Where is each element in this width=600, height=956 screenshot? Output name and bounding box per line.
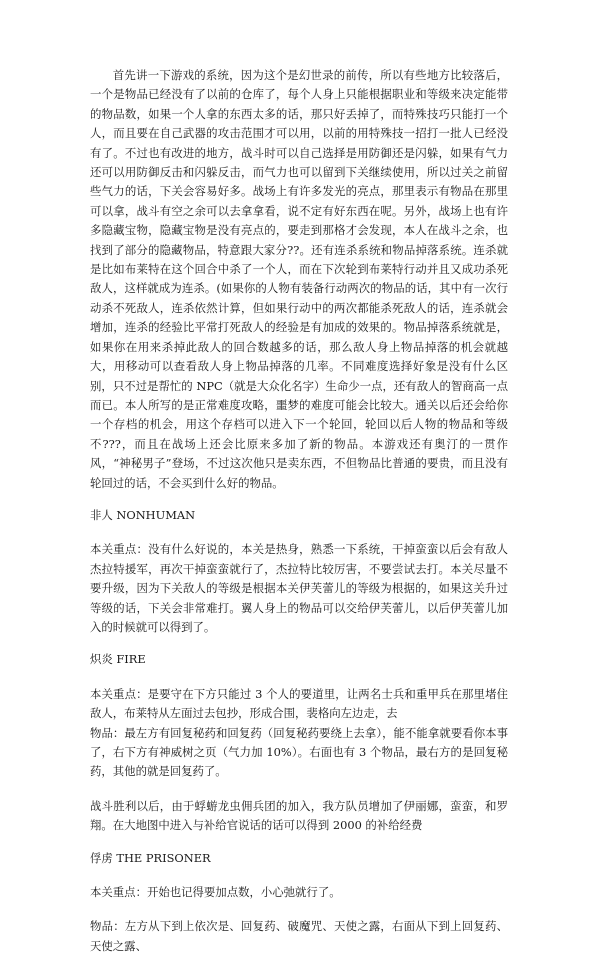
fire-after-battle-paragraph: 战斗胜利以后，由于蜉蝣龙虫佣兵团的加入，我方队员增加了伊丽娜，蛮蛮，和罗翔。在大地图中进入与补给官说话的话可以得到 2000 的补给经费 [90,798,508,833]
prisoner-key-points-paragraph: 本关重点：开始也记得要加点数，小心弛就行了。 [90,885,341,900]
document-page [90,66,508,956]
section-heading-fire: 炽炎 FIRE [90,652,146,667]
prisoner-items-paragraph: 物品：左方从下到上依次是、回复药、破魔咒、天使之露，右面从下到上回复药、天使之露、 [90,919,508,953]
intro-paragraph: 首先讲一下游戏的系统，因为这个是幻世录的前传，所以有些地方比较落后，一个是物品已经没有了以前的仓库了，每个人身上只能根据职业和等级来决定能带的物品数，如果一个人拿的东西太多的话，那只好丢掉了，而特殊技巧只能打一个人，而且要在自己武器的攻击范围才可以用，以前的用特殊技一招打一批人已经没有了。不过也有改进的地方，战斗时可以自己选择是用防御还是闪躲，如果有气力还可以用防御反击和闪躲反击，而气力也可以留到下关继续使用，所以过关之前留些气力的话，下关会容易好多。战场上有许多发光的亮点，那里表示有物品在那里可以拿，战斗有空之余可以去拿拿看，说不定有好东西在呢。另外，战场上也有许多隐藏宝物，隐藏宝物是没有亮点的，要走到那格才会发现，本人在战斗之余，也找到了部分的隐藏物品，特意跟大家分??。还有连杀系统和物品掉落系统。连杀就是比如布莱特在这个回合中杀了一个人，而在下次轮到布莱特行动并且又成功杀死敌人，这样就成为连杀。(如果你的人物有装备行动两次的物品的话，其中有一次行动杀不死敌人，连杀依然计算，但如果行动中的两次都能杀死敌人的话，连杀就会增加，连杀的经验比平常打死敌人的经验是有加成的效果的。物品掉落系统就是，如果你在用来杀掉此敌人的回合数越多的话，那么敌人身上物品掉落的机会就越大，用移动可以查看敌人身上物品掉落的几率。不同难度选择好象是没有什么区别，只不过是帮忙的 NPC（就是大众化名字）生命少一点，还有敌人的智商高一点而已。本人所写的是正常难度攻略，噩梦的难度可能会比较大。通关以后还会给你一个存档的机会，用这个存档可以进入下一个轮回，轮回以后人物的物品和等级不???，而且在战场上还会比原来多加了新的物品。本游戏还有奥汀的一贯作风，“神秘男子”登场，不过这次他只是卖东西，不但物品比普通的要贵，而且没有轮回过的话，不会买到什么好的物品。 [90,68,508,490]
section-heading-nonhuman: 非人 NONHUMAN [90,507,196,522]
nonhuman-key-points-paragraph: 本关重点：没有什么好说的，本关是热身，熟悉一下系统，干掉蛮蛮以后会有敌人杰拉特援军，再次干掉蛮蛮就行了，杰拉特比较厉害，不要尝试去打。本关尽量不要升级，因为下关敌人的等级是根据本关伊芙蕾儿的等级为根据的，如果这关升过等级的话，下关会非常难打。翼人身上的物品可以交给伊芙蕾儿，以后伊芙蕾儿加入的时候就可以得到了。 [90,542,508,634]
section-heading-prisoner: 俘虏 THE PRISONER [90,850,211,865]
fire-key-points-paragraph: 本关重点：是要守在下方只能过 3 个人的要道里，让两名士兵和重甲兵在那里堵住敌人，布莱特从左面过去包抄，形成合围，裴格向左边走，去 [90,686,508,721]
fire-items-paragraph: 物品：最左方有回复秘药和回复药（回复秘药要绕上去拿），能不能拿就要看你本事了，右下方有神威树之页（气力加 10%）。右面也有 3 个物品，最右方的是回复秘药，其他的就是回复药了。 [90,725,508,779]
